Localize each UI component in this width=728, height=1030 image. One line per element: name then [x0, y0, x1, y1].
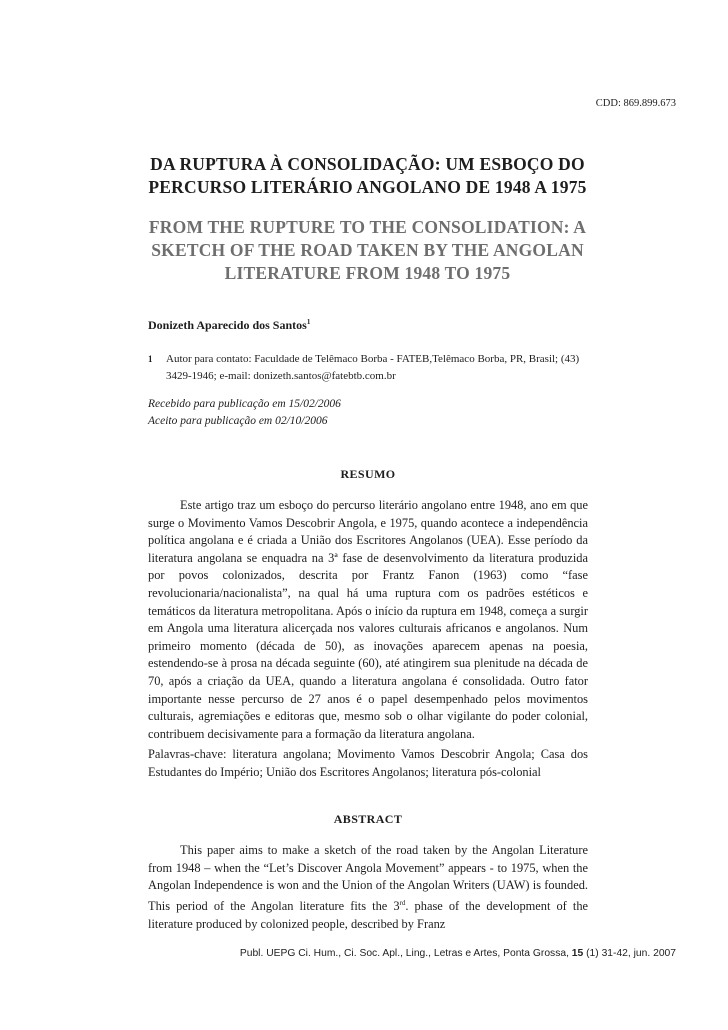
abstract-heading: ABSTRACT	[333, 812, 403, 826]
author-footnote	[148, 351, 588, 385]
resumo-text: Este artigo traz um esboço do percurso literário angolano entre 1948, ano em que surge o Movimento Vamos Descobrir Angola, e 1975, quando acontece a independência política angolana e é criada a União dos Escritores Angolanos (UEA). Esse período da literatura angolana se enquadra na 3ª fase de desenvolvimento da literatura produzida por povos colonizados, descrita por Frantz Fanon (1963) como “fase revolucionaria/nacionalista”, na qual há uma ruptura com os padrões estéticos e temáticos da literatura metropolitana. Após o início da ruptura em 1948, começa a surgir em Angola uma literatura alicerçada nos valores culturais africanos e angolanos. Num primeiro momento (década de 50), as inovações aparecem apenas na poesia, estendendo-se à prosa na década seguinte (60), até atingirem sua plenitude na década de 70, após a criação da UEA, quando a literatura angolana é consolidada. Outro fator importante nesse percurso de 27 anos é o papel desempenhado pelos movimentos culturais, agremiações e editoras que, mesmo sob o olhar vigilante do poder colonial, contribuem decisivamente para a formação da literatura angolana.	[148, 498, 588, 741]
author-line	[148, 318, 310, 333]
footer-volume: 15	[571, 948, 584, 959]
title-english: FROM THE RUPTURE TO THE CONSOLIDATION: A SKETCH OF THE ROAD TAKEN BY THE ANGOLAN LITERATURE FROM 1948 TO 1975	[148, 217, 587, 283]
footer-citation: Publ. UEPG Ci. Hum., Ci. Soc. Apl., Ling., Letras e Artes, Ponta Grossa,	[239, 948, 572, 959]
journal-footer	[240, 948, 676, 959]
footer-issue-pages: (1) 31-42, jun. 2007	[583, 948, 676, 959]
resumo-heading: RESUMO	[340, 467, 396, 481]
keywords-text: Palavras-chave: literatura angolana; Movimento Vamos Descobrir Angola; Casa dos Estudantes do Império; União dos Escritores Angolanos; literatura pós-colonial	[148, 747, 588, 779]
title-portuguese: DA RUPTURA À CONSOLIDAÇÃO: UM ESBOÇO DO PERCURSO LITERÁRIO ANGOLANO DE 1948 A 1975	[148, 154, 587, 197]
footnote-text: Autor para contato: Faculdade de Telêmaco Borba - FATEB,Telêmaco Borba, PR, Brasil; (43) 3429-1946; e-mail: donizeth.santos@fatebtb.com.br	[166, 353, 580, 382]
author-name: Donizeth Aparecido dos Santos	[148, 318, 307, 332]
received-date: Recebido para publicação em 15/02/2006	[148, 398, 341, 410]
abstract-text-part-2: . phase of the development of the literature produced by colonized people, described by Franz	[148, 898, 589, 931]
abstract-text-part-1: This paper aims to make a sketch of the road taken by the Angolan Literature from 1948 – when the “Let’s Discover Angola Movement” appears - to 1975, when the Angolan Independence is won and the Union of the Angolan Writers (UAW) is founded. This period of the Angolan literature fits the 3	[148, 843, 588, 913]
abstract-ordinal-suffix: rd	[399, 898, 406, 907]
accepted-date: Aceito para publicação em 02/10/2006	[148, 415, 328, 427]
footnote-mark: 1	[148, 354, 153, 364]
abstract-text	[148, 842, 588, 933]
author-note-mark: 1	[306, 318, 311, 326]
publication-dates	[148, 396, 341, 430]
cdd-code: CDD: 869.899.673	[595, 98, 676, 109]
